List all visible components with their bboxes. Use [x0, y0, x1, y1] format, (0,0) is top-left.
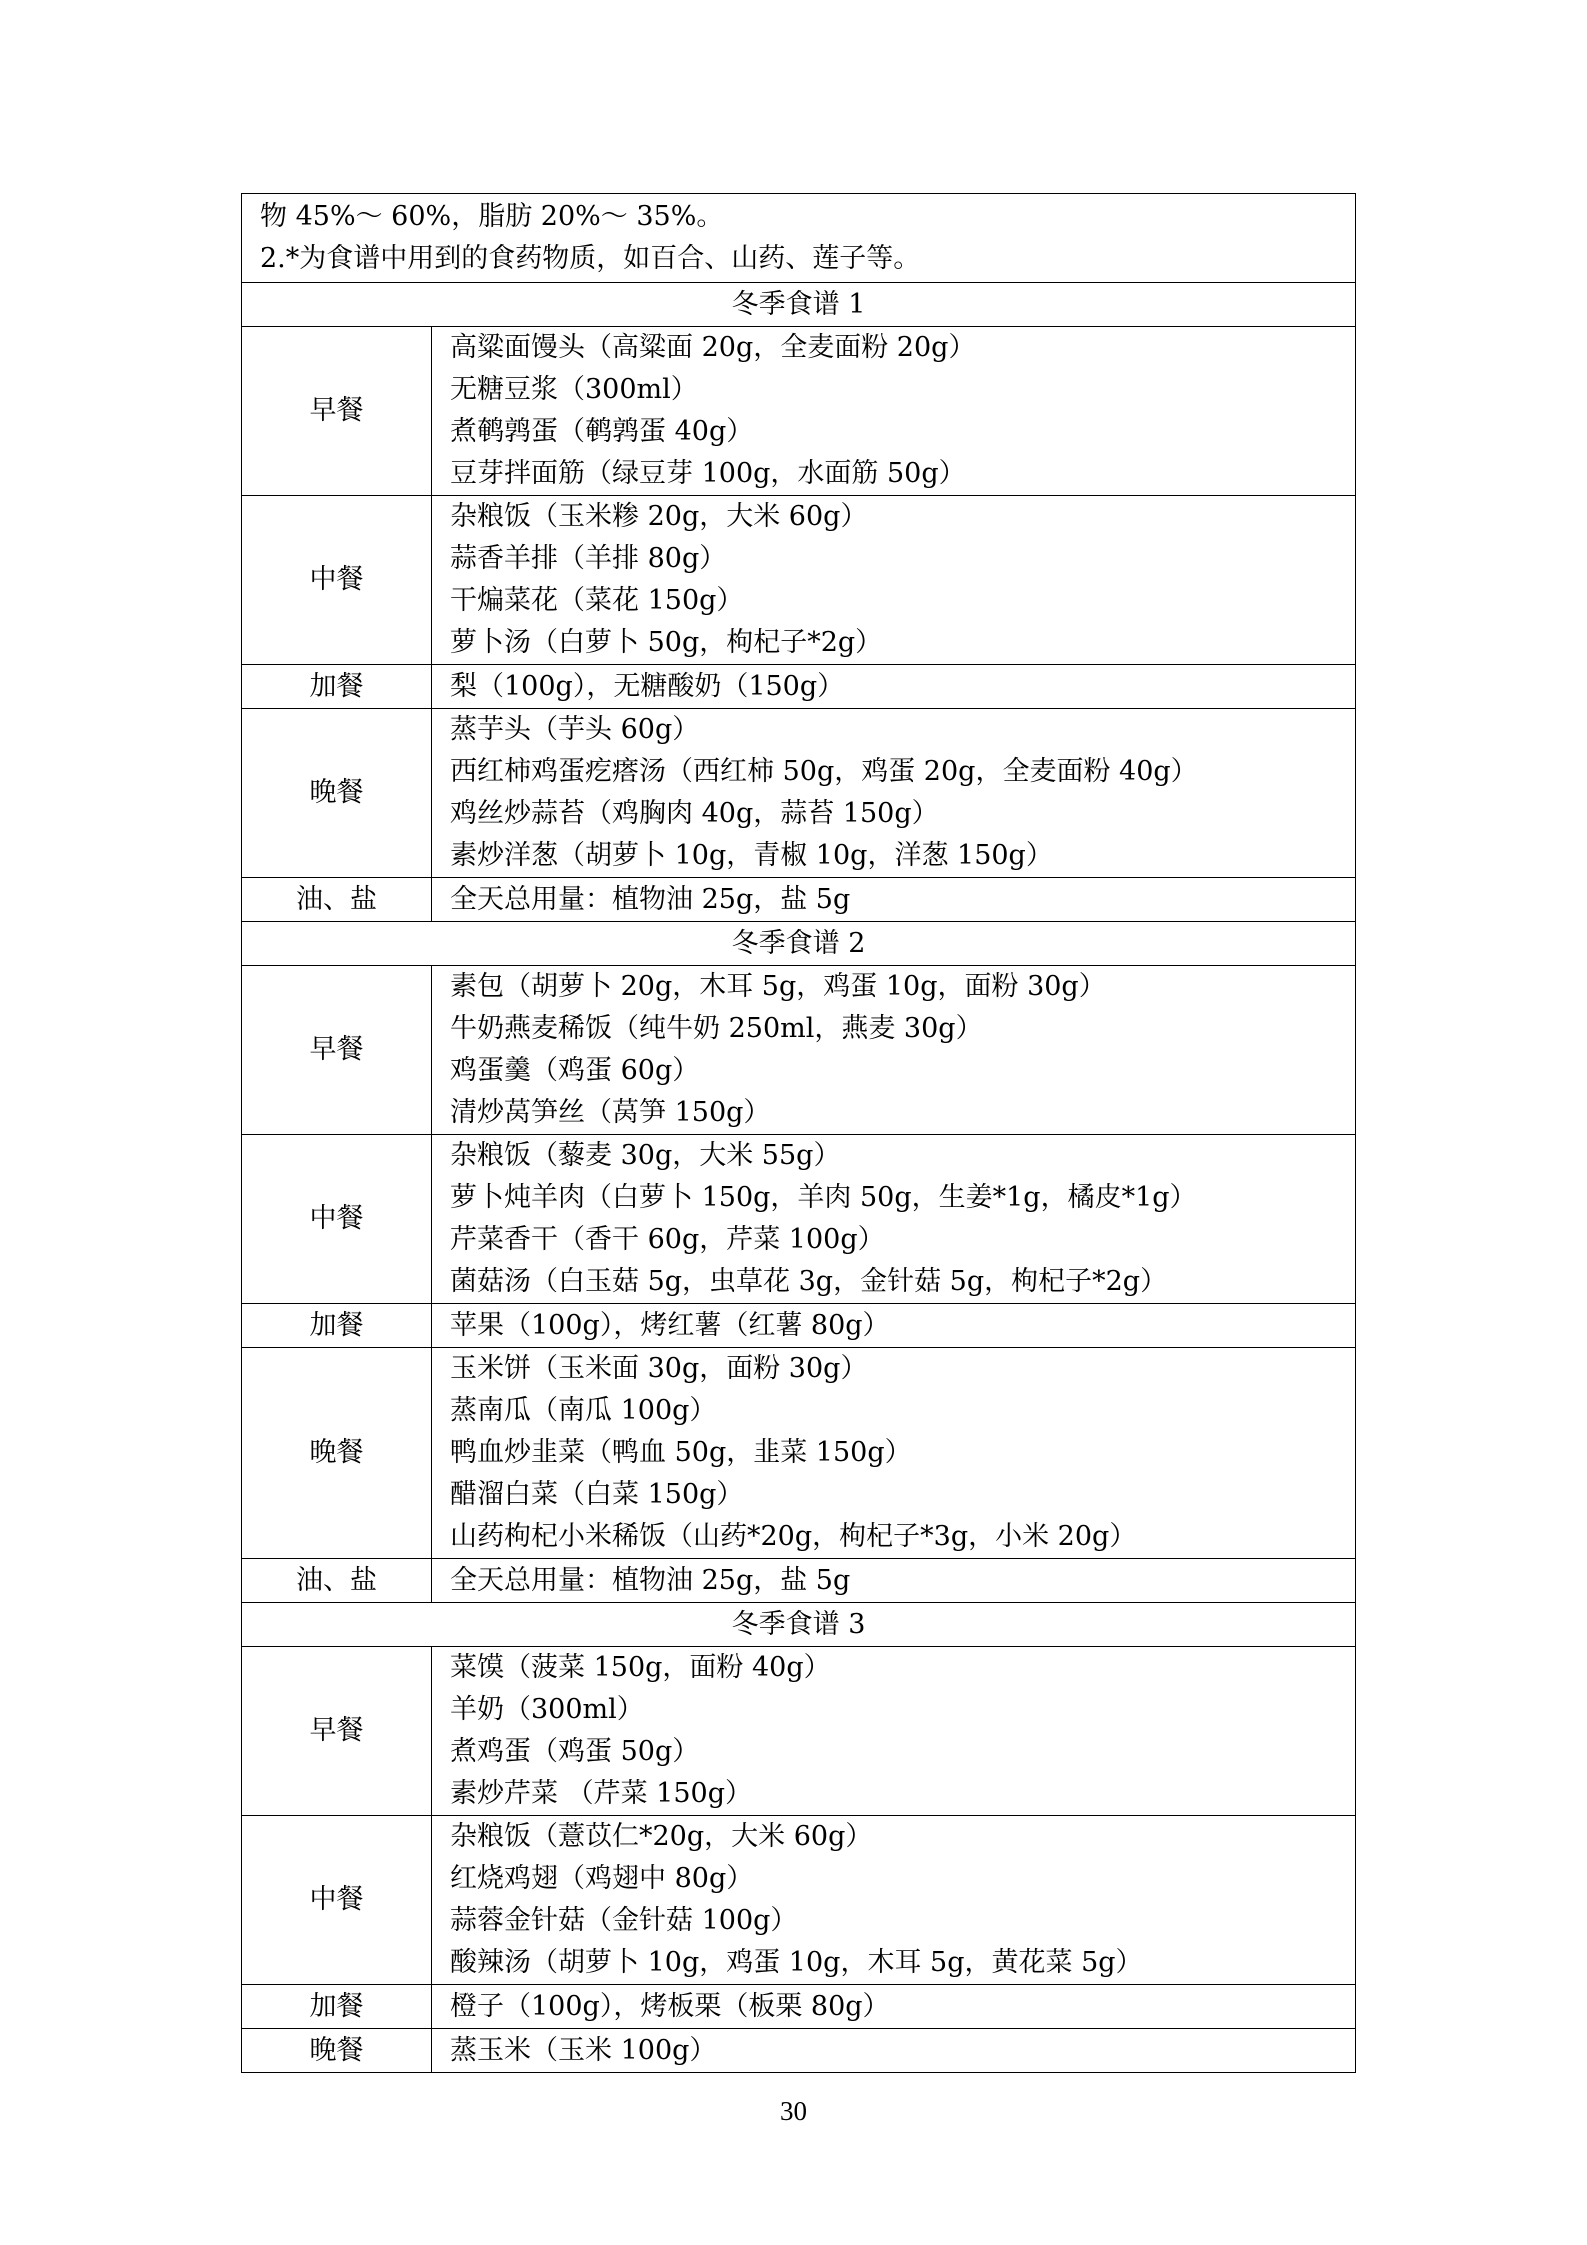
- meal-item: 高粱面馒头（高粱面 20g，全麦面粉 20g）: [450, 332, 976, 363]
- meal-name: 早餐: [242, 327, 432, 496]
- meal-items: [432, 1985, 1356, 2029]
- meal-item: 蒸南瓜（南瓜 100g）: [450, 1395, 717, 1426]
- meal-name: 晚餐: [242, 2029, 432, 2073]
- meal-item: 苹果（100g），烤红薯（红薯 80g）: [450, 1309, 890, 1341]
- recipe-title: 冬季食谱 3: [242, 1603, 1356, 1647]
- meal-item: 梨（100g），无糖酸奶（150g）: [450, 670, 845, 702]
- meal-item: 豆芽拌面筋（绿豆芽 100g，水面筋 50g）: [450, 458, 966, 489]
- meal-row: [242, 1348, 1356, 1559]
- recipe-title: 冬季食谱 1: [242, 283, 1356, 327]
- meal-item: 鸭血炒韭菜（鸭血 50g，韭菜 150g）: [450, 1437, 912, 1468]
- meal-row: [242, 878, 1356, 922]
- meal-item: 全天总用量：植物油 25g，盐 5g: [450, 883, 851, 915]
- recipe-table: [241, 193, 1356, 2073]
- meal-items: [432, 665, 1356, 709]
- meal-items: [432, 1135, 1356, 1304]
- notes-row: [242, 194, 1356, 283]
- meal-items: [432, 966, 1356, 1135]
- meal-item: 蒜香羊排（羊排 80g）: [450, 543, 727, 574]
- meal-item: 素包（胡萝卜 20g，木耳 5g，鸡蛋 10g，面粉 30g）: [450, 971, 1106, 1002]
- meal-name: 加餐: [242, 1304, 432, 1348]
- meal-item: 橙子（100g），烤板栗（板栗 80g）: [450, 1990, 890, 2022]
- meal-item: 杂粮饭（薏苡仁*20g，大米 60g）: [450, 1821, 873, 1852]
- meal-name: 油、盐: [242, 878, 432, 922]
- meal-item: 山药枸杞小米稀饭（山药*20g，枸杞子*3g，小米 20g）: [450, 1521, 1137, 1552]
- meal-name: 中餐: [242, 1135, 432, 1304]
- meal-row: [242, 665, 1356, 709]
- meal-item: 羊奶（300ml）: [450, 1694, 644, 1725]
- meal-name: 早餐: [242, 1647, 432, 1816]
- meal-item: 杂粮饭（藜麦 30g，大米 55g）: [450, 1140, 841, 1171]
- note-line: 物 45%～ 60%，脂肪 20%～ 35%。: [260, 201, 724, 232]
- meal-name: 加餐: [242, 665, 432, 709]
- meal-item: 醋溜白菜（白菜 150g）: [450, 1479, 744, 1510]
- meal-items: [432, 1816, 1356, 1985]
- meal-name: 中餐: [242, 1816, 432, 1985]
- meal-item: 素炒芹菜 （芹菜 150g）: [450, 1778, 752, 1809]
- meal-item: 干煸菜花（菜花 150g）: [450, 585, 744, 616]
- meal-item: 杂粮饭（玉米糁 20g，大米 60g）: [450, 501, 868, 532]
- meal-items: [432, 878, 1356, 922]
- meal-item: 清炒莴笋丝（莴笋 150g）: [450, 1097, 771, 1128]
- meal-item: 全天总用量：植物油 25g，盐 5g: [450, 1564, 851, 1596]
- meal-item: 蒜蓉金针菇（金针菇 100g）: [450, 1905, 798, 1936]
- meal-name: 加餐: [242, 1985, 432, 2029]
- meal-item: 煮鸡蛋（鸡蛋 50g）: [450, 1736, 700, 1767]
- meal-name: 早餐: [242, 966, 432, 1135]
- meal-items: [432, 2029, 1356, 2073]
- meal-items: [432, 709, 1356, 878]
- meal-item: 无糖豆浆（300ml）: [450, 374, 698, 405]
- meal-row: [242, 1135, 1356, 1304]
- meal-item: 萝卜炖羊肉（白萝卜 150g，羊肉 50g，生姜*1g，橘皮*1g）: [450, 1182, 1197, 1213]
- recipe-title-row: [242, 922, 1356, 966]
- recipe-title-row: [242, 1603, 1356, 1647]
- recipe-table-body: [242, 194, 1356, 2073]
- meal-item: 玉米饼（玉米面 30g，面粉 30g）: [450, 1353, 868, 1384]
- meal-item: 煮鹌鹑蛋（鹌鹑蛋 40g）: [450, 416, 754, 447]
- meal-item: 红烧鸡翅（鸡翅中 80g）: [450, 1863, 754, 1894]
- meal-row: [242, 1304, 1356, 1348]
- meal-item: 萝卜汤（白萝卜 50g，枸杞子*2g）: [450, 627, 883, 658]
- recipe-title-row: [242, 283, 1356, 327]
- meal-item: 菌菇汤（白玉菇 5g，虫草花 3g，金针菇 5g，枸杞子*2g）: [450, 1266, 1168, 1297]
- meal-item: 鸡丝炒蒜苔（鸡胸肉 40g，蒜苔 150g）: [450, 798, 939, 829]
- meal-name: 晚餐: [242, 709, 432, 878]
- meal-item: 酸辣汤（胡萝卜 10g，鸡蛋 10g，木耳 5g，黄花菜 5g）: [450, 1947, 1143, 1978]
- meal-row: [242, 1647, 1356, 1816]
- meal-row: [242, 709, 1356, 878]
- meal-items: [432, 1348, 1356, 1559]
- note-line: 2.*为食谱中用到的食药物质，如百合、山药、莲子等。: [260, 243, 921, 274]
- page-number: 30: [780, 2096, 807, 2126]
- meal-items: [432, 1559, 1356, 1603]
- meal-items: [432, 1304, 1356, 1348]
- meal-row: [242, 496, 1356, 665]
- meal-item: 鸡蛋羹（鸡蛋 60g）: [450, 1055, 700, 1086]
- meal-item: 西红柿鸡蛋疙瘩汤（西红柿 50g，鸡蛋 20g，全麦面粉 40g）: [450, 756, 1198, 787]
- meal-name: 油、盐: [242, 1559, 432, 1603]
- recipe-title: 冬季食谱 2: [242, 922, 1356, 966]
- meal-item: 蒸玉米（玉米 100g）: [450, 2034, 717, 2066]
- notes-cell: [242, 194, 1356, 283]
- meal-items: [432, 1647, 1356, 1816]
- meal-name: 中餐: [242, 496, 432, 665]
- meal-name: 晚餐: [242, 1348, 432, 1559]
- meal-row: [242, 2029, 1356, 2073]
- meal-row: [242, 966, 1356, 1135]
- meal-row: [242, 327, 1356, 496]
- meal-items: [432, 496, 1356, 665]
- meal-item: 菜馍（菠菜 150g，面粉 40g）: [450, 1652, 831, 1683]
- meal-row: [242, 1985, 1356, 2029]
- meal-item: 蒸芋头（芋头 60g）: [450, 714, 700, 745]
- meal-item: 素炒洋葱（胡萝卜 10g，青椒 10g，洋葱 150g）: [450, 840, 1053, 871]
- meal-item: 芹菜香干（香干 60g，芹菜 100g）: [450, 1224, 885, 1255]
- meal-items: [432, 327, 1356, 496]
- meal-item: 牛奶燕麦稀饭（纯牛奶 250ml，燕麦 30g）: [450, 1013, 983, 1044]
- meal-row: [242, 1559, 1356, 1603]
- meal-row: [242, 1816, 1356, 1985]
